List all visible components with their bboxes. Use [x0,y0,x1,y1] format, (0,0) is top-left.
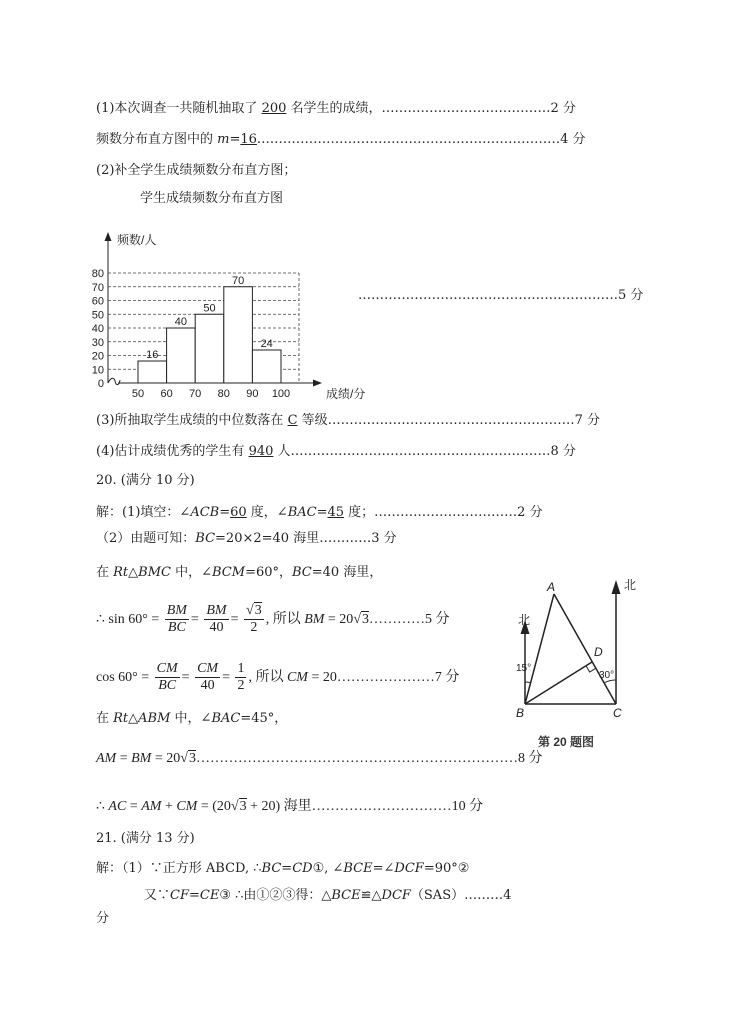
bar-value-label: 40 [174,316,188,328]
am-equation: AM = BM = 20√3……………………………………………………………8 分 [96,751,543,766]
score: 2 分 [517,505,543,520]
fraction: $\frac{BM}{BC}$ [166,603,187,636]
bar-value-label: 16 [146,349,159,361]
q21-line2: 又∵CF=CE③ ∴由①②③得：△BCE≌△DCF（SAS）………4 [144,888,512,903]
q19-part1-line: (1)本次调查一共随机抽取了 200 名学生的成绩，…………………………………2 分 [96,101,576,116]
x-axis-label: 成绩/分 [326,387,366,401]
histogram-bar [252,350,281,383]
answer-angle-acb: 60 [230,505,247,520]
answer-sample-size: 200 [261,101,287,116]
x-tick-label: 70 [189,388,202,400]
angle-arc-15 [525,682,531,683]
score: 5 分 [425,612,450,627]
q20-triangle-abm-line: 在 Rt△ABM 中，∠BAC=45°， [96,711,288,726]
y-tick-label: 50 [91,309,104,322]
y-axis-arrow [105,232,112,241]
figure-20 [510,576,640,756]
figure-caption: 第 20 题图 [538,735,595,749]
histogram-bar [224,287,253,383]
y-tick-label: 20 [91,350,104,363]
score: 8 分 [550,444,576,459]
histogram-bar [138,361,167,383]
north-arrow-c [612,580,621,594]
y-axis-label: 频数/人 [117,233,157,247]
q21-line3: 分 [96,911,110,926]
q19-part1-m-line: 频数分布直方图中的 m=16.……………………………………………………………4 分 [96,132,586,147]
bar-value-label: 50 [203,302,216,315]
x-tick-label: 100 [271,388,291,400]
score: 4 分 [560,132,586,147]
histogram-chart [88,226,366,404]
q19-part2-line: (2)补全学生成绩频数分布直方图； [96,163,297,178]
answer-median-grade: C [287,413,298,428]
angle-30-label: 30° [599,670,615,681]
histogram-bar [167,328,196,383]
cos-equation: cos 60° = $\frac{CM}{BC}$ = $\frac{CM}{40}$ = $\frac{1}{2}$ , 所以 CM = 20…………………7 分 [96,661,460,694]
histogram-bar [195,314,224,383]
score: 5 分 [618,288,644,303]
fraction: $\frac{1}{2}$ [237,661,245,694]
q20-header: 20. (满分 10 分) [96,473,195,488]
q20-triangle-bmc-line: 在 Rt△BMC 中，∠BCM=60°，BC=40 海里， [96,565,383,580]
ac-equation: ∴ AC = AM + CM = (20√3 + 20) 海里…………………………10 分 [96,799,484,814]
axis-break-mark [108,378,120,384]
q19-part4-line: (4)估计成绩优秀的学生有 940 人……………………………………………………8 分 [96,444,576,459]
y-tick-label: 0 [97,378,104,390]
fraction: $\frac{√3}{2}$ [246,603,262,636]
north-label-b: 北 [518,613,531,627]
score: 3 分 [371,531,397,546]
fraction: $\frac{CM}{40}$ [197,661,219,694]
score: 10 分 [451,799,484,814]
chart-title: 学生成绩频数分布直方图 [140,191,284,206]
q20-part1-line: 解：(1)填空：∠ACB=60 度，∠BAC=45 度；……………………………2 分 [96,505,543,520]
segment-ac [554,594,616,704]
angle-15-label: 15° [516,663,532,674]
q21-line1: 解：（1）∵正方形 ABCD, ∴BC=CD①, ∠BCE=∠DCF=90°② [96,861,470,876]
x-tick-label: 90 [246,388,259,400]
y-tick-label: 80 [91,268,104,280]
y-tick-label: 10 [91,364,104,377]
score: 7 分 [434,670,460,685]
score: 4 [503,888,512,903]
segment-ab [525,594,554,704]
x-tick-label: 50 [131,388,145,400]
point-b-label: B [516,706,525,720]
x-axis-arrow [313,380,322,387]
point-d-label: D [594,645,603,659]
chart-score-line: ……………………………………………………5 分 [358,288,644,303]
x-tick-label: 60 [160,388,173,400]
y-tick-label: 30 [91,336,104,349]
q19-part3-line: (3)所抽取学生成绩的中位数落在 C 等级…………………………………………………7 分 [96,413,601,428]
point-a-label: A [547,580,556,594]
y-tick-label: 70 [91,281,104,294]
sin-equation: ∴ sin 60° = $\frac{BM}{BC}$ = $\frac{BM}{40}$ = $\frac{√3}{2}$ , 所以 BM = 20√3…………5 分 [96,603,450,636]
q20-part2-line: （2）由题可知：BC=20×2=40 海里…………3 分 [96,531,397,546]
fraction: $\frac{BM}{40}$ [206,603,227,636]
y-tick-label: 60 [91,295,104,308]
bar-value-label: 24 [260,338,273,350]
score: 2 分 [550,101,576,116]
y-tick-label: 40 [91,323,104,335]
bar-value-label: 70 [231,274,245,287]
fraction: $\frac{CM}{BC}$ [156,661,178,694]
score: 7 分 [574,413,601,428]
score: 8 分 [517,751,543,766]
north-label-c: 北 [624,578,637,592]
point-c-label: C [613,706,622,720]
q21-header: 21. (满分 13 分) [96,831,195,846]
answer-angle-bac: 45 [327,505,345,520]
answer-m: 16 [240,132,257,147]
answer-excellent-count: 940 [248,444,274,459]
x-tick-label: 80 [217,388,230,400]
